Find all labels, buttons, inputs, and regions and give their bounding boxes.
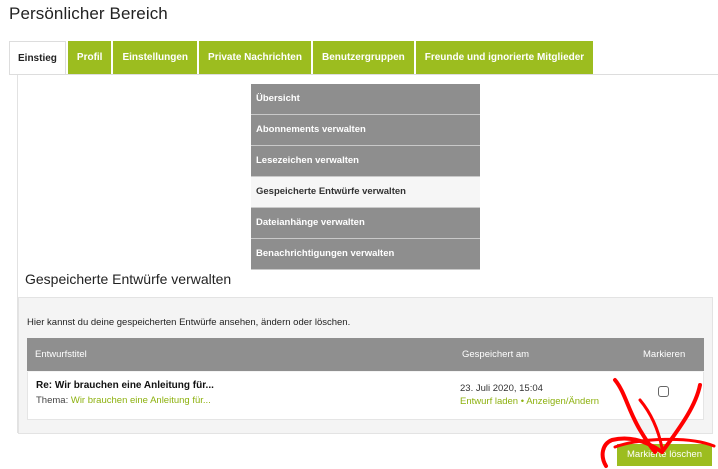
tab-freunde[interactable]: Freunde und ignorierte Mitglieder [416, 41, 593, 74]
draft-date: 23. Juli 2020, 15:04 [460, 383, 543, 394]
tab-einstieg[interactable]: Einstieg [9, 41, 66, 75]
submenu [251, 84, 480, 270]
draft-topic [36, 395, 211, 406]
table-row [27, 372, 704, 420]
tab-profil[interactable]: Profil [68, 41, 112, 74]
section-heading: Gespeicherte Entwürfe verwalten [25, 271, 232, 287]
submenu-item-uebersicht[interactable]: Übersicht [251, 84, 480, 115]
tab-divider [9, 74, 718, 75]
table-header [27, 338, 704, 371]
tab-bar [9, 41, 593, 75]
load-draft-link[interactable]: Entwurf laden [460, 396, 519, 407]
mark-checkbox[interactable] [658, 386, 669, 397]
edit-draft-link[interactable]: Anzeigen/Ändern [526, 396, 600, 407]
submenu-item-abonnements[interactable]: Abonnements verwalten [251, 115, 480, 146]
link-separator: • [520, 396, 525, 407]
submenu-item-lesezeichen[interactable]: Lesezeichen verwalten [251, 146, 480, 177]
topic-link[interactable]: Wir brauchen eine Anleitung für... [70, 395, 211, 406]
draft-title: Re: Wir brauchen eine Anleitung für... [36, 380, 214, 391]
column-header-mark: Markieren [643, 349, 686, 360]
tab-private-nachrichten[interactable]: Private Nachrichten [199, 41, 311, 74]
delete-marked-button[interactable]: Markierte löschen [617, 444, 712, 466]
tab-benutzergruppen[interactable]: Benutzergruppen [313, 41, 414, 74]
column-header-saved: Gespeichert am [462, 349, 530, 360]
topic-prefix: Thema: [36, 395, 69, 406]
page-title: Persönlicher Bereich [9, 4, 168, 23]
intro-text: Hier kannst du deine gespeicherten Entwürfe ansehen, ändern oder löschen. [27, 317, 351, 328]
submenu-item-dateianhaenge[interactable]: Dateianhänge verwalten [251, 208, 480, 239]
tab-einstellungen[interactable]: Einstellungen [113, 41, 197, 74]
submenu-item-entwuerfe[interactable]: Gespeicherte Entwürfe verwalten [251, 177, 480, 208]
column-header-title: Entwurfstitel [35, 349, 87, 360]
draft-links [460, 396, 599, 407]
submenu-item-benachrichtigungen[interactable]: Benachrichtigungen verwalten [251, 239, 480, 270]
